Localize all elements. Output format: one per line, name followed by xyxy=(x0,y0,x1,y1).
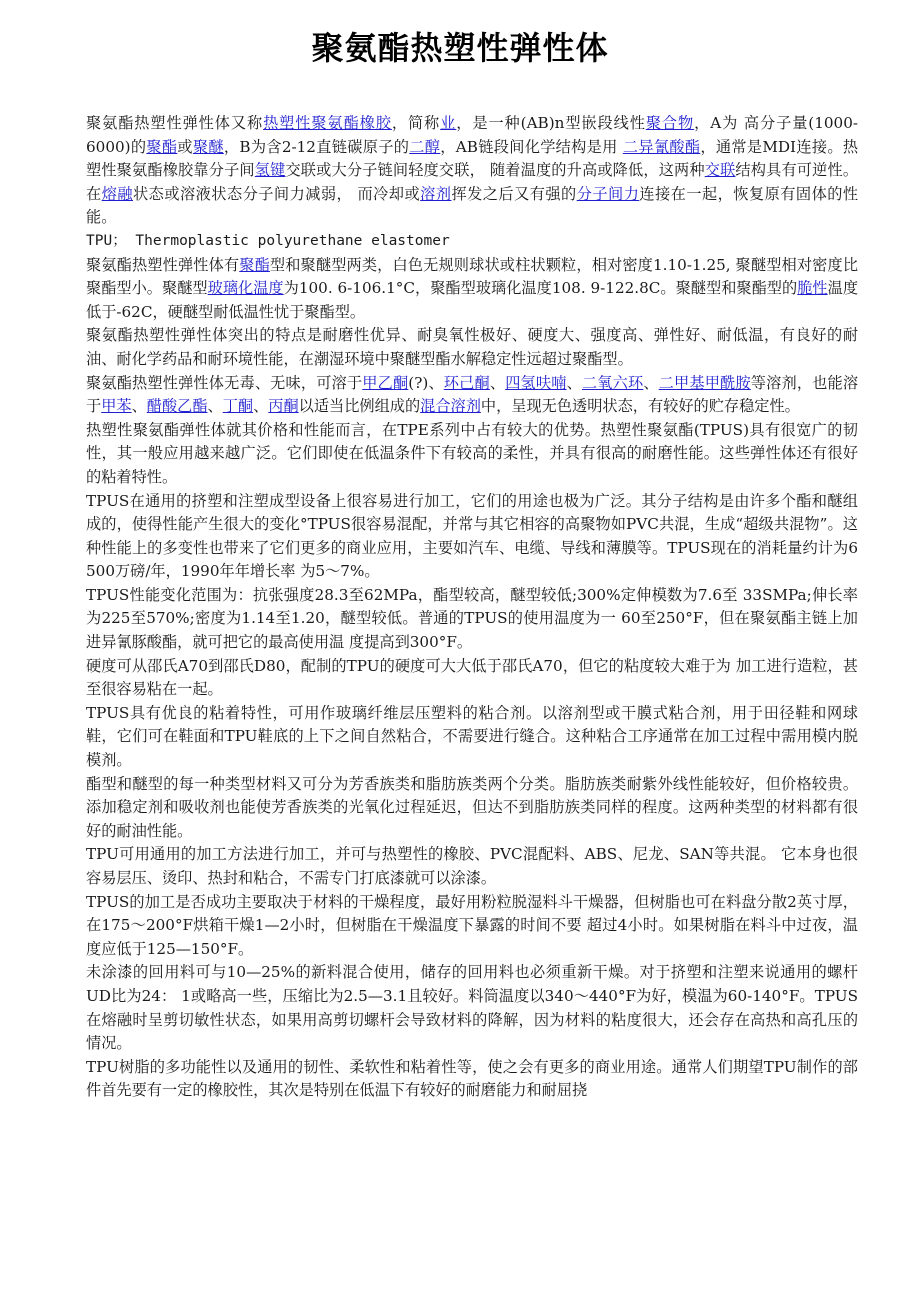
paragraph-text: 温度低于-62C，硬醚型耐低温性忧于聚酯型。 xyxy=(86,279,859,321)
paragraph xyxy=(86,1056,858,1103)
paragraph-text: 挥发之后又有强的 xyxy=(451,184,577,203)
paragraph xyxy=(86,961,858,1055)
page-title: 聚氨酯热塑性弹性体 xyxy=(311,29,609,67)
paragraph-text: TPUS在通用的挤塑和注塑成型设备上很容易进行加工，它们的用途也极为广泛。其分子结构是由许多个酯和醚组成的，使得性能产生很大的变化°TPUS很容易混配，并常与其它相容的高聚物如PVC共混，生成“超级共混物”。这种性能上的多变性也带来了它们更多的商业应用，主要如汽车、电缆、导线和薄膜等。TPUS现在的消耗量约计为6 500万磅/年，1990年年增长率 为5〜7%。 xyxy=(86,491,858,581)
paragraph-text: ，B为含2-12直链碳原子的 xyxy=(223,137,410,156)
term-link[interactable]: 二甲基甲酰胺 xyxy=(658,373,751,392)
paragraph-text: 未涂漆的回用料可与10—25%的新料混合使用，储存的回用料也必须重新干燥。对于挤塑和注塑来说通用的螺杆UD比为24： 1或略高一些，压缩比为2.5—3.1且较好。料筒温度以340〜440°F为好，模温为60-140°F。TPUS在熔融时呈剪切敏性状态，如果用高剪切螺杆会导致材料的降解，因为材料的粘度很大，还会存在高热和高孔压的情况。 xyxy=(86,963,858,1053)
paragraph-text: 聚氨酯热塑性弹性体无毒、无味，可溶于 xyxy=(86,373,363,392)
paragraph-text: 聚氨酯热塑性弹性体又称 xyxy=(86,114,264,132)
paragraph-text: 、 xyxy=(489,373,506,392)
term-link[interactable]: 混合溶剂 xyxy=(420,397,481,416)
term-link[interactable]: 业 xyxy=(440,114,457,132)
term-link[interactable]: 聚合物 xyxy=(645,114,695,132)
paragraph-text: ，AB链段间化学结构是用 xyxy=(440,137,623,156)
term-link[interactable]: 热塑性聚氨酯橡胶 xyxy=(263,114,392,132)
paragraph-text: TPU可用通用的加工方法进行加工，并可与热塑性的橡胶、PVC混配料、ABS、尼龙、SAN等共混。 它本身也很容易层压、烫印、热封和粘合，不需专门打底漆就可以涂漆。 xyxy=(86,845,858,887)
term-link[interactable]: 甲乙酮 xyxy=(362,373,409,392)
paragraph xyxy=(86,584,858,655)
term-link[interactable]: 环己酮 xyxy=(443,373,490,392)
paragraph-text: 状态或溶液状态分子间力减弱， 而冷却或 xyxy=(133,184,421,203)
term-link[interactable]: 氢键 xyxy=(254,161,286,180)
paragraph-text: 等溶剂，也能溶于 xyxy=(86,373,859,416)
paragraph xyxy=(86,891,858,962)
paragraph xyxy=(86,702,858,773)
paragraph-text: 、 xyxy=(131,397,147,416)
paragraph-text: 交联或大分子链间轻度交联， 随着温度的升高或降低，这两种 xyxy=(285,161,705,180)
paragraph-text: TPU树脂的多功能性以及通用的韧性、柔软性和粘着性等，使之会有更多的商业用途。通常人们期望TPU制作的部件首先要有一定的橡胶性，其次是特别在低温下有较好的耐磨能力和耐屈挠 xyxy=(86,1057,858,1100)
paragraph-text: 硬度可从邵氏A70到邵氏D80，配制的TPU的硬度可大大低于邵氏A70，但它的粘度较大难于为 加工进行造粒，甚至很容易粘在一起。 xyxy=(86,656,858,699)
paragraph-text: 聚氨酯热塑性弹性体有 xyxy=(86,255,240,274)
paragraph-text: (?)、 xyxy=(408,373,444,392)
paragraph-text: TPUS性能变化范围为：抗张强度28.3至62MPa，酯型较高，醚型较低;300%定伸模数为7.6至 33SMPa;伸长率为225至570%;密度为1.14至1.20，醚型较低。普通的TPUS的使用温度为一 60至250°F，但在聚氨酯主链上加进异氰豚酸酯，就可把它的最高使用温 度提高到300°F。 xyxy=(86,585,858,652)
paragraph-text: 热塑性聚氨酯弹性体就其价格和性能而言，在TPE系列中占有较大的优势。热塑性聚氨酯(TPUS)具有很宽广的韧性，其一般应用越来越广泛。它们即使在低温条件下有较高的柔性，并具有很高的耐磨性能。这些弹性体还有很好的粘着特性。 xyxy=(86,420,858,486)
term-link[interactable]: 聚醚 xyxy=(192,137,224,156)
term-link[interactable]: 二氧六环 xyxy=(581,373,644,392)
term-link[interactable]: 熔融 xyxy=(101,184,133,203)
paragraph xyxy=(86,773,858,844)
paragraph-text: 中，呈现无色透明状态，有较好的贮存稳定性。 xyxy=(480,397,800,416)
term-link[interactable]: 聚酯 xyxy=(146,137,178,156)
paragraph-text: ，A为 高分子量(1000-6000)的 xyxy=(86,114,859,156)
paragraph xyxy=(86,419,858,490)
paragraph-text: 、 xyxy=(643,373,659,392)
paragraph-text: 结构具有可逆性。在 xyxy=(86,161,859,203)
paragraph-text: ，是一种(AB)n型嵌段线性 xyxy=(456,114,646,132)
paragraph-text: ，简称 xyxy=(391,114,441,132)
term-link[interactable]: 玻璃化温度 xyxy=(207,279,284,298)
term-link[interactable]: 二醇 xyxy=(409,137,441,156)
term-link[interactable]: 四氢呋喃 xyxy=(505,373,567,392)
paragraph-text: 、 xyxy=(207,397,223,416)
paragraph-text: 为100. 6-106.1°C，聚酯型玻璃化温度108. 9-122.8C。聚醚型和聚酯型的 xyxy=(283,279,798,298)
paragraph-text: 、 xyxy=(253,397,269,416)
paragraph xyxy=(86,843,858,890)
term-link[interactable]: 溶剂 xyxy=(420,184,452,203)
term-link[interactable]: 醋酸乙酯 xyxy=(146,397,208,416)
paragraph-text: 以适当比例组成的 xyxy=(298,397,421,416)
term-link[interactable]: 丁酮 xyxy=(222,397,254,416)
paragraph-text: TPUS具有优良的粘着特性，可用作玻璃纤维层压塑料的粘合剂。以溶剂型或干膜式粘合剂，用于田径鞋和网球鞋，它们可在鞋面和TPU鞋底的上下之间自然粘合，不需要进行缝合。这种粘合工序通常在加工过程中需用模内脱模剂。 xyxy=(86,703,858,770)
paragraph xyxy=(86,324,858,371)
term-link[interactable]: 脆性 xyxy=(797,279,828,298)
paragraph-text: 聚氨酯热塑性弹性体突出的特点是耐磨性优异、耐臭氧性极好、硬度大、强度高、弹性好、耐低温，有良好的耐油、耐化学药品和耐环境性能，在潮湿环境中聚醚型酯水解稳定性远超过聚酯型。 xyxy=(86,326,858,368)
term-link[interactable]: 分子间力 xyxy=(576,184,640,203)
paragraph xyxy=(86,230,858,254)
term-link[interactable]: 交联 xyxy=(704,161,736,180)
term-link[interactable]: 甲苯 xyxy=(101,397,132,416)
paragraph-text: TPU； Thermoplastic polyurethane elastomer xyxy=(86,232,450,249)
term-link[interactable]: 二异氰酸酯 xyxy=(622,137,701,156)
document-body xyxy=(86,112,858,1103)
paragraph xyxy=(86,112,858,230)
paragraph xyxy=(86,490,858,584)
paragraph xyxy=(86,372,858,419)
paragraph-text: 、 xyxy=(566,373,582,392)
term-link[interactable]: 丙酮 xyxy=(268,397,299,416)
paragraph xyxy=(86,254,858,325)
paragraph-text: 连接在一起，恢复原有固体的性能。 xyxy=(86,184,859,227)
paragraph-text: 型和聚醚型两类，白色无规则球状或柱状颗粒，相对密度1.10-1.25, 聚醚型相对密度比聚酯型小。聚醚型 xyxy=(86,255,859,298)
term-link[interactable]: 聚酯 xyxy=(239,255,270,274)
paragraph-text: TPUS的加工是否成功主要取决于材料的干燥程度，最好用粉粒脱湿料斗干燥器，但树脂也可在料盘分散2英寸厚，在175〜200°F烘箱干燥1—2小时，但树脂在干燥温度下暴露的时间不要 超过4小时。如果树脂在料斗中过夜，温度应低于125—150°F。 xyxy=(86,892,858,958)
paragraph-text: 或 xyxy=(177,137,193,156)
paragraph-text: 酯型和醚型的每一种类型材料又可分为芳香族类和脂肪族类两个分类。脂肪族类耐紫外线性能较好，但价格较贵。添加稳定剂和吸收剂也能使芳香族类的光氧化过程延迟，但达不到脂肪族类同样的程度。这两种类型的材料都有很好的耐油性能。 xyxy=(86,774,858,840)
paragraph xyxy=(86,655,858,702)
paragraph-text: ，通常是MDI连接。热塑性聚氨酯橡胶靠分子间 xyxy=(86,137,859,180)
